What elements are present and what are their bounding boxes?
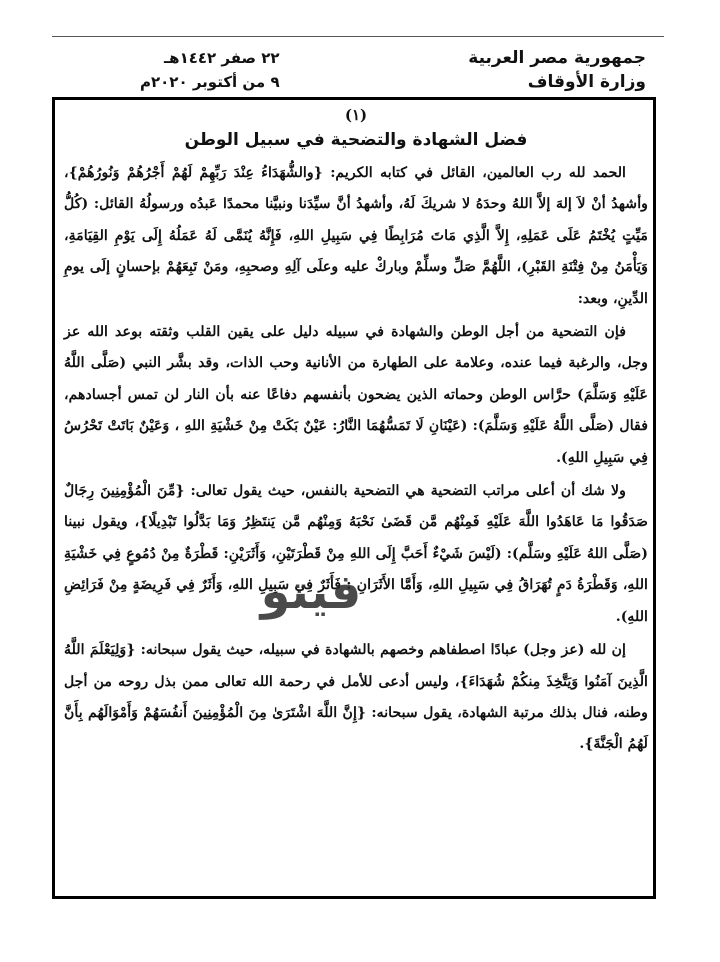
gregorian-date: ٩ من أكتوبر ٢٠٢٠م [140, 73, 280, 91]
sermon-title: فضل الشهادة والتضحية في سبيل الوطن [184, 130, 528, 150]
watermark-logo: فيتو [260, 564, 362, 620]
issuer-block [468, 46, 646, 94]
paragraph-3: ولا شك أن أعلى مراتب التضحية هي التضحية بالنفس، حيث يقول تعالى: {مِّنَ الْمُؤْمِنِينَ رِجَالٌ صَدَقُوا مَا عَاهَدُوا اللَّهَ عَلَيْهِ فَمِنْهُم مَّن قَضَىٰ نَحْبَهُ وَمِنْهُم مَّن يَنتَظِرُ وَمَا بَدَّلُوا تَبْدِيلًا}، ويقول نبينا (صَلَّى اللهُ عَلَيْهِ وسَلَّم): (لَيْسَ شَيْءٌ أَحَبَّ إِلَى اللهِ مِنْ قَطْرَتَيْنِ، وَأَثَرَيْنِ: قَطْرَةٌ مِنْ دُمُوعٍ فِي خَشْيَةِ اللهِ، وَقَطْرَةُ دَمٍ تُهَرَاقُ فِي سَبِيلِ اللهِ، وَأَمَّا الأَثَرَانِ : فَأَثَرٌ فِي سَبِيلِ اللهِ، وَأَثَرٌ فِي فَرِيضَةٍ مِنْ فَرَائِضِ اللهِ). [64, 483, 648, 625]
date-block [140, 46, 280, 94]
top-rule [52, 36, 664, 37]
country-name: جمهورية مصر العربية [468, 48, 646, 68]
sermon-number: (١) [344, 106, 368, 124]
ministry-name: وزارة الأوقاف [527, 72, 646, 92]
paragraph-4: إن لله (عز وجل) عبادًا اصطفاهم وخصهم بالشهادة في سبيله، حيث يقول سبحانه: {وَلِيَعْلَمَ اللَّهُ الَّذِينَ آمَنُوا وَيَتَّخِذَ مِنكُمْ شُهَدَاءَ}، وليس أدعى للأمل في رحمة الله تعالى ممن بذل روحه من أجل وطنه، فنال بذلك مرتبة الشهادة، يقول سبحانه: {إِنَّ اللَّهَ اشْتَرَىٰ مِنَ الْمُؤْمِنِينَ أَنفُسَهُمْ وَأَمْوَالَهُم بِأَنَّ لَهُمُ الْجَنَّةَ}. [64, 642, 648, 753]
sermon-body [64, 104, 648, 761]
document-header [52, 40, 664, 96]
paragraph-1: الحمد لله رب العالمين، القائل في كتابه الكريم: {والشُّهَدَاءُ عِنْدَ رَبِّهِمْ لَهُمْ أَجْرُهُمْ وَنُورُهُمْ}، وأشهدُ أنْ لاَ إلهَ إلاَّ اللهُ وحدَهُ لا شريكَ لَهُ، وأشهدُ أنَّ سيِّدَنا ونبيَّنا محمدًا عَبدُه ورسولُهُ القائل: (كُلُّ مَيِّتٍ يُخْتَمُ عَلَى عَمَلِهِ، إِلاَّ الَّذِي مَاتَ مُرَابِطًا فِي سَبِيلِ اللهِ، فَإِنَّهُ يُنَمَّى لَهُ عَمَلُهُ إِلَى يَوْمِ القِيَامَةِ، وَيَأْمَنُ مِنْ فِتْنَةِ القَبْرِ)، اللَّهُمَّ صَلِّ وسلِّمْ وباركْ عليه وعلَى آلِهِ وصحبِهِ، ومَنْ تَبِعَهُمْ بإحسانٍ إلَى يومِ الدِّينِ، وبعد: [64, 165, 648, 307]
paragraph-2: فإن التضحية من أجل الوطن والشهادة في سبيله دليل على يقين القلب وثقته بوعد الله عز وجل، والرغبة فيما عنده، وعلامة على الطهارة من الأنانية وحب الذات، وقد بشَّر النبي (صَلَّى اللَّهُ عَلَيْهِ وَسَلَّمَ) حرَّاس الوطن وحماته الذين يضحون بأنفسهم دفاعًا عنه بأن النار لن تمس أجسادهم، فقال (صَلَّى اللَّهُ عَلَيْهِ وَسَلَّمَ): (عَيْنَانِ لَا تَمَسُّهُمَا النَّارُ: عَيْنٌ بَكَتْ مِنْ خَشْيَةِ اللهِ ، وَعَيْنٌ بَاتَتْ تَحْرُسُ فِي سَبِيلِ اللهِ). [64, 324, 648, 466]
hijri-date: ٢٢ صفر ١٤٤٢هـ [164, 49, 280, 67]
